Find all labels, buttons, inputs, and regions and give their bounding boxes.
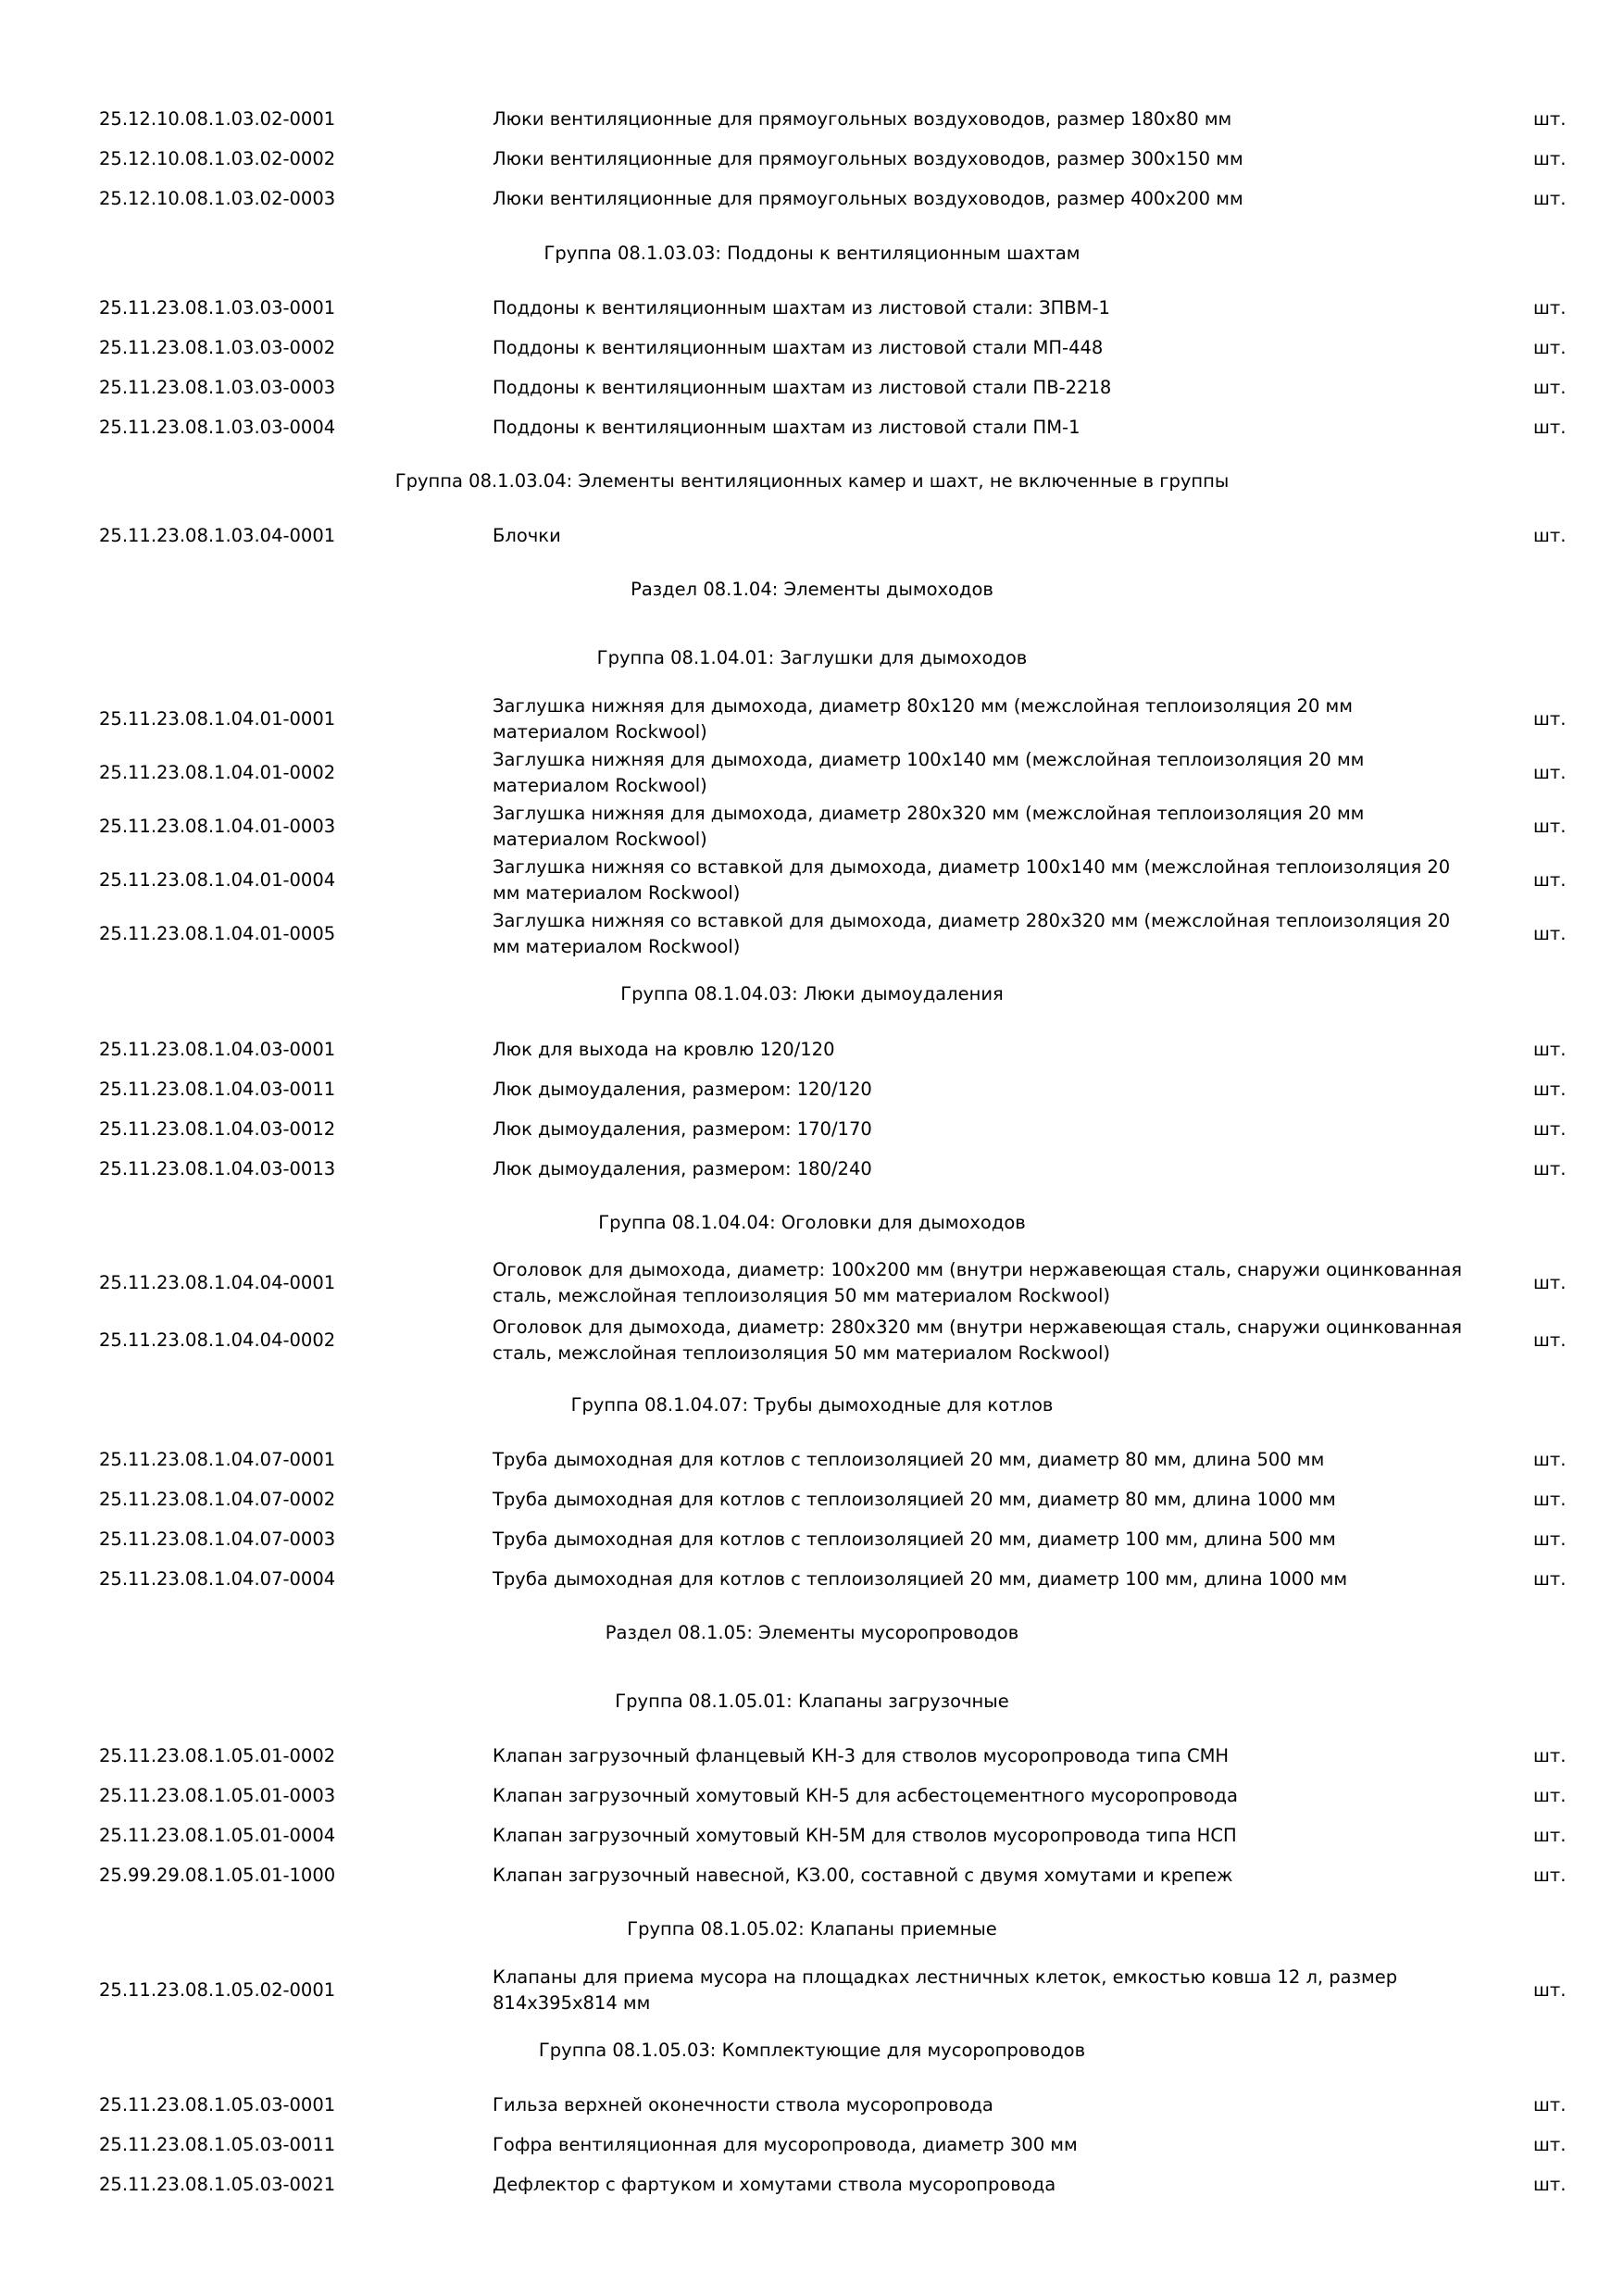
table-row (0, 1116, 1624, 1142)
group-heading: Группа 08.1.03.03: Поддоны к вентиляционным шахтам (543, 243, 1081, 264)
row-description: Заглушка нижняя для дымохода, диаметр 80х120 мм (межслойная теплоизоляция 20 мм (493, 695, 1353, 717)
row-unit: шт. (1533, 1568, 1567, 1590)
table-row (0, 2091, 1624, 2118)
group-heading: Группа 08.1.05.03: Комплектующие для мусоропроводов (538, 2040, 1086, 2061)
group-heading: Группа 08.1.04.07: Трубы дымоходные для котлов (570, 1394, 1054, 1416)
row-code: 25.99.29.08.1.05.01-1000 (99, 1865, 336, 1886)
row-code: 25.11.23.08.1.04.03-0013 (99, 1158, 336, 1179)
group-heading: Группа 08.1.03.04: Элементы вентиляционных камер и шахт, не включенные в группы (394, 470, 1230, 492)
row-unit: шт. (1533, 1979, 1567, 2001)
row-unit: шт. (1533, 1825, 1567, 1846)
table-row (0, 1446, 1624, 1473)
table-row (0, 1862, 1624, 1889)
row-description-cont: материалом Rockwool) (493, 721, 707, 742)
row-description-cont: мм материалом Rockwool) (493, 882, 741, 904)
row-description: Заглушка нижняя для дымохода, диаметр 280х320 мм (межслойная теплоизоляция 20 мм (493, 803, 1365, 824)
row-unit: шт. (1533, 1329, 1567, 1351)
row-code: 25.11.23.08.1.04.01-0004 (99, 869, 336, 891)
group-heading: Группа 08.1.05.02: Клапаны приемные (627, 1918, 997, 1940)
row-code: 25.11.23.08.1.03.03-0002 (99, 337, 336, 358)
row-description: Люки вентиляционные для прямоугольных воздуховодов, размер 400х200 мм (493, 188, 1243, 209)
table-row (0, 800, 1624, 854)
row-code: 25.11.23.08.1.04.01-0002 (99, 762, 336, 783)
row-unit: шт. (1533, 1489, 1567, 1510)
row-description: Клапаны для приема мусора на площадках лестничных клеток, емкостью ковша 12 л, размер (493, 1966, 1398, 1988)
row-description: Труба дымоходная для котлов с теплоизоляцией 20 мм, диаметр 100 мм, длина 1000 мм (493, 1568, 1348, 1590)
row-unit: шт. (1533, 1039, 1567, 1060)
table-row (0, 1742, 1624, 1769)
row-code: 25.11.23.08.1.04.03-0001 (99, 1039, 336, 1060)
row-description: Дефлектор с фартуком и хомутами ствола мусоропровода (493, 2174, 1056, 2195)
table-row (0, 746, 1624, 800)
row-description: Поддоны к вентиляционным шахтам из листовой стали ПВ-2218 (493, 377, 1112, 398)
row-unit: шт. (1533, 2134, 1567, 2155)
row-description: Труба дымоходная для котлов с теплоизоляцией 20 мм, диаметр 80 мм, длина 500 мм (493, 1449, 1325, 1470)
row-code: 25.11.23.08.1.04.03-0012 (99, 1118, 336, 1140)
group-heading: Группа 08.1.04.04: Оголовки для дымоходов (598, 1212, 1026, 1233)
row-code: 25.11.23.08.1.04.07-0002 (99, 1489, 336, 1510)
table-row (0, 185, 1624, 212)
row-code: 25.11.23.08.1.05.01-0002 (99, 1745, 336, 1766)
table-row (0, 374, 1624, 401)
row-unit: шт. (1533, 108, 1567, 130)
row-description: Люк для выхода на кровлю 120/120 (493, 1039, 835, 1060)
row-description: Люк дымоудаления, размером: 170/170 (493, 1118, 872, 1140)
row-description: Заглушка нижняя со вставкой для дымохода, диаметр 280х320 мм (межслойная теплоизоляция 20 (493, 910, 1451, 931)
table-row (0, 106, 1624, 132)
row-unit: шт. (1533, 1079, 1567, 1100)
row-code: 25.12.10.08.1.03.02-0001 (99, 108, 336, 130)
group-heading: Группа 08.1.04.01: Заглушки для дымоходов (596, 647, 1028, 668)
row-unit: шт. (1533, 1529, 1567, 1550)
row-unit: шт. (1533, 148, 1567, 169)
row-code: 25.11.23.08.1.03.03-0001 (99, 297, 336, 318)
row-code: 25.11.23.08.1.05.01-0003 (99, 1785, 336, 1806)
row-unit: шт. (1533, 1785, 1567, 1806)
row-unit: шт. (1533, 1449, 1567, 1470)
row-code: 25.12.10.08.1.03.02-0002 (99, 148, 336, 169)
row-description-cont: сталь, межслойная теплоизоляция 50 мм материалом Rockwool) (493, 1285, 1111, 1306)
row-description: Поддоны к вентиляционным шахтам из листовой стали МП-448 (493, 337, 1104, 358)
row-unit: шт. (1533, 2174, 1567, 2195)
table-row (0, 854, 1624, 907)
row-description: Люк дымоудаления, размером: 180/240 (493, 1158, 872, 1179)
row-unit: шт. (1533, 377, 1567, 398)
row-description: Поддоны к вентиляционным шахтам из листовой стали: ЗПВМ-1 (493, 297, 1110, 318)
row-unit: шт. (1533, 2094, 1567, 2115)
row-description: Заглушка нижняя для дымохода, диаметр 100х140 мм (межслойная теплоизоляция 20 мм (493, 749, 1365, 770)
row-unit: шт. (1533, 188, 1567, 209)
row-code: 25.11.23.08.1.04.04-0001 (99, 1272, 336, 1293)
row-description: Труба дымоходная для котлов с теплоизоляцией 20 мм, диаметр 80 мм, длина 1000 мм (493, 1489, 1336, 1510)
row-code: 25.11.23.08.1.05.01-0004 (99, 1825, 336, 1846)
row-unit: шт. (1533, 762, 1567, 783)
table-row (0, 907, 1624, 961)
table-row (0, 1076, 1624, 1103)
table-row (0, 1486, 1624, 1513)
group-heading: Группа 08.1.04.03: Люки дымоудаления (620, 983, 1004, 1004)
row-description: Поддоны к вентиляционным шахтам из листовой стали ПМ-1 (493, 417, 1081, 438)
row-description-cont: 814х395х814 мм (493, 1992, 651, 2014)
row-description: Труба дымоходная для котлов с теплоизоляцией 20 мм, диаметр 100 мм, длина 500 мм (493, 1529, 1336, 1550)
row-code: 25.11.23.08.1.03.03-0003 (99, 377, 336, 398)
row-code: 25.12.10.08.1.03.02-0003 (99, 188, 336, 209)
row-unit: шт. (1533, 816, 1567, 837)
table-row (0, 1964, 1624, 2017)
row-code: 25.11.23.08.1.04.01-0001 (99, 708, 336, 730)
row-code: 25.11.23.08.1.04.01-0003 (99, 816, 336, 837)
row-description-cont: материалом Rockwool) (493, 775, 707, 796)
row-code: 25.11.23.08.1.04.03-0011 (99, 1079, 336, 1100)
table-row (0, 1036, 1624, 1063)
row-description: Заглушка нижняя со вставкой для дымохода, диаметр 100х140 мм (межслойная теплоизоляция 20 (493, 856, 1451, 878)
row-description-cont: сталь, межслойная теплоизоляция 50 мм материалом Rockwool) (493, 1342, 1111, 1364)
table-row (0, 2171, 1624, 2198)
row-unit: шт. (1533, 297, 1567, 318)
row-code: 25.11.23.08.1.05.03-0011 (99, 2134, 336, 2155)
table-row (0, 334, 1624, 361)
row-description-cont: мм материалом Rockwool) (493, 936, 741, 957)
table-row (0, 414, 1624, 441)
row-code: 25.11.23.08.1.05.03-0021 (99, 2174, 336, 2195)
row-code: 25.11.23.08.1.04.07-0001 (99, 1449, 336, 1470)
row-unit: шт. (1533, 417, 1567, 438)
row-unit: шт. (1533, 1158, 1567, 1179)
row-code: 25.11.23.08.1.04.04-0002 (99, 1329, 336, 1351)
row-unit: шт. (1533, 923, 1567, 944)
section-heading: Раздел 08.1.04: Элементы дымоходов (631, 579, 993, 600)
row-description: Клапан загрузочный фланцевый КН-3 для стволов мусоропровода типа СМН (493, 1745, 1230, 1766)
row-unit: шт. (1533, 1865, 1567, 1886)
row-description: Люки вентиляционные для прямоугольных воздуховодов, размер 300х150 мм (493, 148, 1243, 169)
row-description: Оголовок для дымохода, диаметр: 100х200 мм (внутри нержавеющая сталь, снаружи оцинкованная (493, 1259, 1463, 1280)
row-code: 25.11.23.08.1.05.02-0001 (99, 1979, 336, 2001)
row-description: Гофра вентиляционная для мусоропровода, диаметр 300 мм (493, 2134, 1078, 2155)
table-row (0, 1155, 1624, 1182)
row-description: Клапан загрузочный хомутовый КН-5М для стволов мусоропровода типа НСП (493, 1825, 1237, 1846)
row-description: Люки вентиляционные для прямоугольных воздуховодов, размер 180х80 мм (493, 108, 1232, 130)
table-row (0, 1314, 1624, 1367)
row-unit: шт. (1533, 708, 1567, 730)
table-row (0, 1256, 1624, 1310)
row-description: Клапан загрузочный хомутовый КН-5 для асбестоцементного мусоропровода (493, 1785, 1238, 1806)
table-row (0, 294, 1624, 321)
row-description: Оголовок для дымохода, диаметр: 280х320 мм (внутри нержавеющая сталь, снаружи оцинкованная (493, 1316, 1463, 1338)
table-row (0, 1526, 1624, 1553)
row-description: Гильза верхней оконечности ствола мусоропровода (493, 2094, 993, 2115)
row-unit: шт. (1533, 1118, 1567, 1140)
row-unit: шт. (1533, 337, 1567, 358)
table-row (0, 693, 1624, 746)
row-code: 25.11.23.08.1.04.07-0004 (99, 1568, 336, 1590)
table-row (0, 1782, 1624, 1809)
table-row (0, 145, 1624, 172)
row-code: 25.11.23.08.1.04.07-0003 (99, 1529, 336, 1550)
row-description-cont: материалом Rockwool) (493, 829, 707, 850)
section-heading: Раздел 08.1.05: Элементы мусоропроводов (605, 1622, 1019, 1643)
table-row (0, 1566, 1624, 1592)
row-unit: шт. (1533, 525, 1567, 546)
row-code: 25.11.23.08.1.04.01-0005 (99, 923, 336, 944)
row-unit: шт. (1533, 1272, 1567, 1293)
row-description: Люк дымоудаления, размером: 120/120 (493, 1079, 872, 1100)
row-unit: шт. (1533, 869, 1567, 891)
table-row (0, 1822, 1624, 1849)
group-heading: Группа 08.1.05.01: Клапаны загрузочные (615, 1691, 1009, 1712)
row-description: Клапан загрузочный навесной, КЗ.00, составной с двумя хомутами и крепеж (493, 1865, 1233, 1886)
row-code: 25.11.23.08.1.03.04-0001 (99, 525, 336, 546)
row-description: Блочки (493, 525, 561, 546)
row-code: 25.11.23.08.1.05.03-0001 (99, 2094, 336, 2115)
row-code: 25.11.23.08.1.03.03-0004 (99, 417, 336, 438)
row-unit: шт. (1533, 1745, 1567, 1766)
table-row (0, 522, 1624, 549)
table-row (0, 2131, 1624, 2158)
